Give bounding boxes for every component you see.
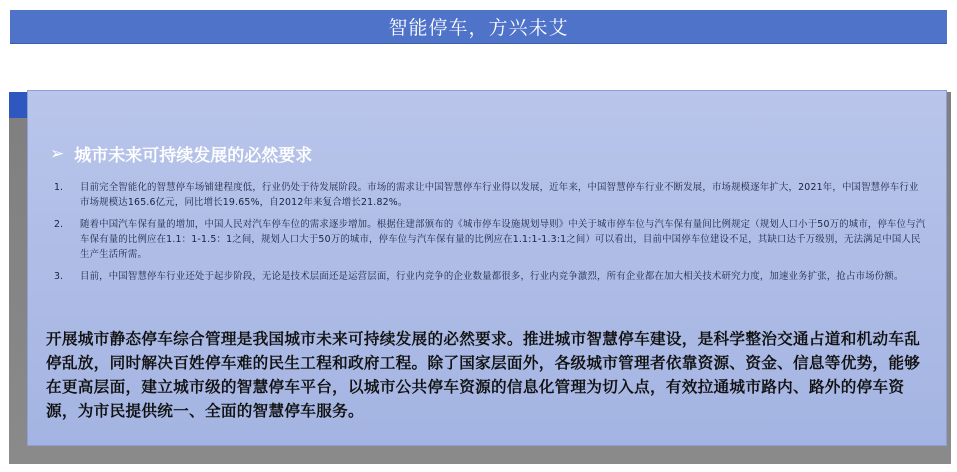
list-item-number: 3. (54, 271, 63, 282)
list-item-number: 2. (54, 219, 63, 230)
chevron-right-icon: ➢ (50, 143, 65, 164)
summary-paragraph: 开展城市静态停车综合管理是我国城市未来可持续发展的必然要求。推进城市智慧停车建设，是科学整治交通占道和机动车乱停乱放，同时解决百姓停车难的民生工程和政府工程。除了国家层面外，各级城市管理者依靠资源、资金、信息等优势，能够在更高层面，建立城市级的智慧停车平台，以城市公共停车资源的信息化管理为切入点，有效拉通城市路内、路外的停车资源，为市民提供统一、全面的智慧停车服务。 (46, 330, 921, 420)
list-item-text: 目前，中国智慧停车行业还处于起步阶段，无论是技术层面还是运营层面，行业内竞争的企业数量都很多，行业内竞争激烈，所有企业都在加大相关技术研究力度，加速业务扩张，抢占市场份额。 (80, 271, 904, 282)
title-bar (10, 10, 947, 44)
content-panel (27, 90, 947, 446)
list-item-text: 随着中国汽车保有量的增加，中国人民对汽车停车位的需求逐步增加。根据住建部颁布的《城市停车设施规划导则》中关于城市停车位与汽车保有量间比例规定（规划人口小于50万的城市，停车位与汽车保有量的比例应在1.1：1-1.5：1之间，规划人口大于50万的城市，停车位与汽车保有量的比例应在1.1:1-1.3:1之间）可以看出，目前中国停车位建设不足，其缺口达千万级别，无法满足中国人民生产生活所需。 (80, 219, 926, 260)
list-item-text: 目前完全智能化的智慧停车场铺建程度低，行业仍处于待发展阶段。市场的需求让中国智慧停车行业得以发展，近年来，中国智慧停车行业不断发展，市场规模逐年扩大，2021年，中国智慧停车行业市场规模达165.6亿元，同比增长19.65%，自2012年来复合增长21.82%。 (80, 182, 919, 208)
list-item (48, 180, 928, 210)
section-heading (50, 141, 312, 166)
list-item (48, 217, 928, 262)
list-item-number: 1. (54, 182, 63, 193)
section-heading-text: 城市未来可持续发展的必然要求 (74, 146, 313, 166)
numbered-list (48, 180, 928, 291)
list-item (48, 269, 928, 284)
page-title: 智能停车，方兴未艾 (388, 17, 569, 39)
